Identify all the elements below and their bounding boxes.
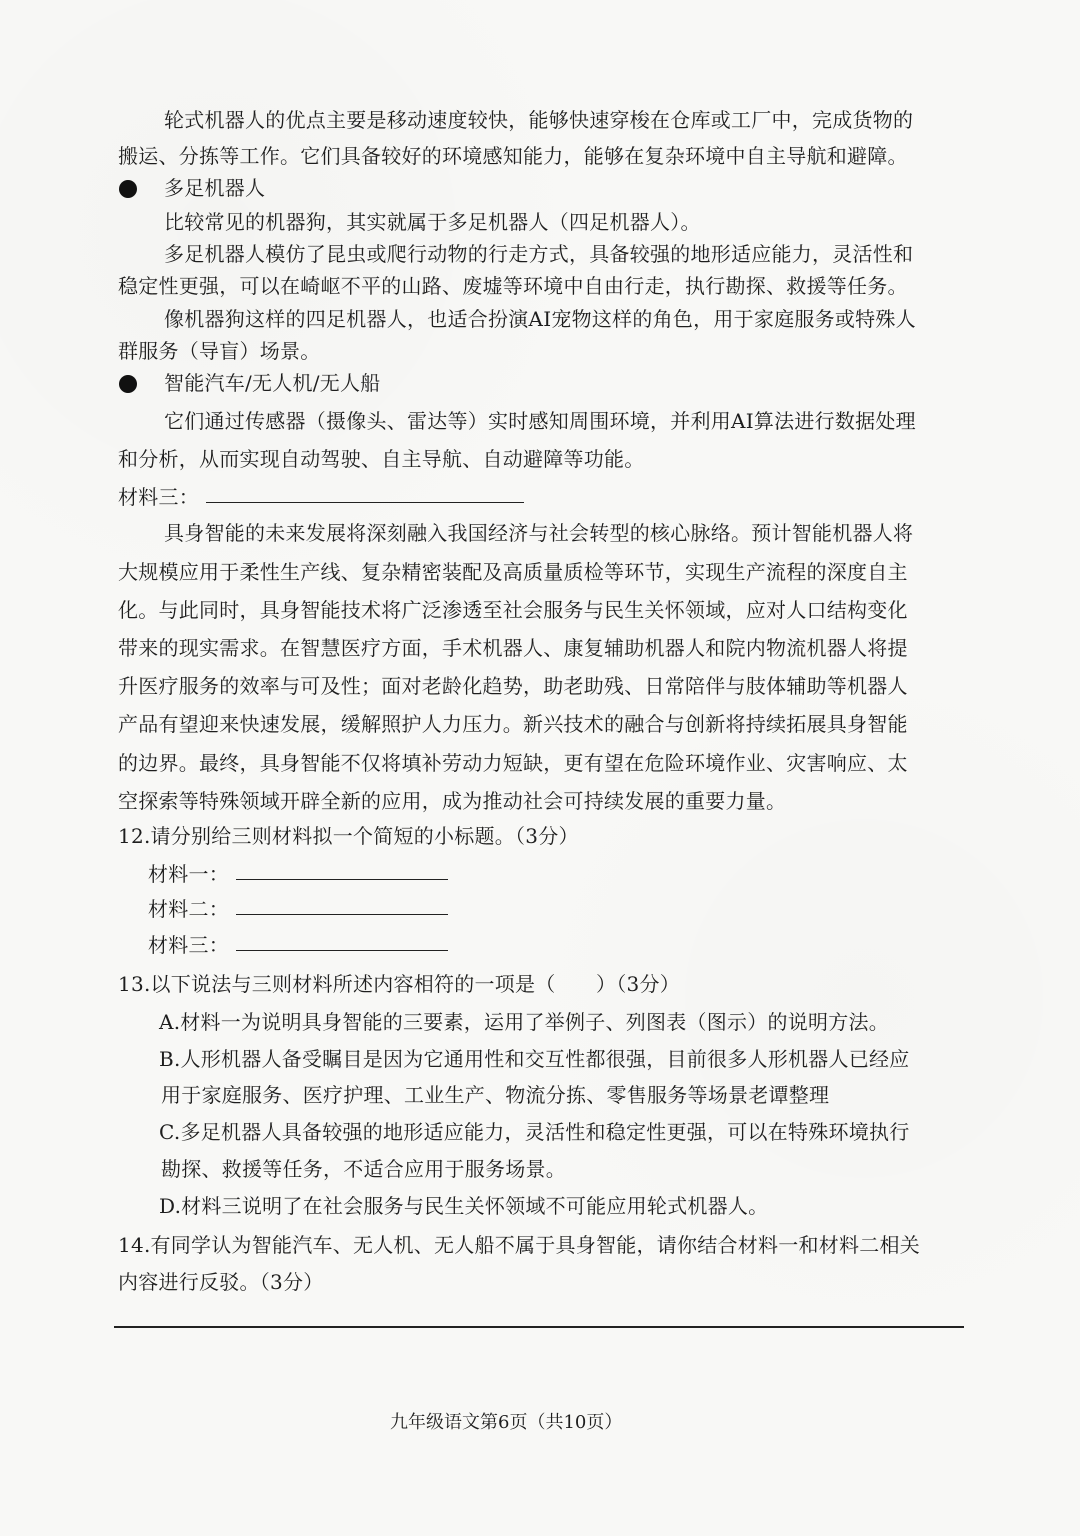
text-line: 空探索等特殊领域开辟全新的应用，成为推动社会可持续发展的重要力量。 <box>118 789 787 813</box>
answer-blank[interactable] <box>236 879 448 880</box>
text-line: 的边界。最终，具身智能不仅将填补劳动力短缺，更有望在危险环境作业、灾害响应、太 <box>118 751 908 775</box>
text-line: 和分析，从而实现自动驾驶、自主导航、自动避障等功能。 <box>118 447 645 471</box>
text-line: 带来的现实需求。在智慧医疗方面，手术机器人、康复辅助机器人和院内物流机器人将提 <box>118 636 908 660</box>
material-three-label: 材料三： <box>118 485 199 509</box>
text-line: 稳定性更强，可以在崎岖不平的山路、废墟等环境中自由行走，执行勘探、救援等任务。 <box>118 274 908 298</box>
option-c-line-2: 勘探、救援等任务，不适合应用于服务场景。 <box>161 1157 566 1181</box>
answer-blank[interactable] <box>206 502 524 503</box>
option-a: A.材料一为说明具身智能的三要素，运用了举例子、列图表（图示）的说明方法。 <box>159 1010 890 1034</box>
section-heading: 多足机器人 <box>164 176 266 200</box>
answer-blank[interactable] <box>236 914 448 915</box>
text-line: 升医疗服务的效率与可及性；面对老龄化趋势，助老助残、日常陪伴与肢体辅助等机器人 <box>118 674 908 698</box>
material-three-answer-label: 材料三： <box>148 933 229 957</box>
answer-line-3 <box>148 935 448 955</box>
page-footer: 九年级语文第6页（共10页） <box>390 1412 623 1433</box>
text-line: 产品有望迎来快速发展，缓解照护人力压力。新兴技术的融合与创新将持续拓展具身智能 <box>118 712 908 736</box>
text-line: 群服务（导盲）场景。 <box>118 339 321 363</box>
text-line: 轮式机器人的优点主要是移动速度较快，能够快速穿梭在仓库或工厂中，完成货物的 <box>164 108 914 132</box>
option-b-line-2 <box>161 1085 829 1105</box>
text-line: 化。与此同时，具身智能技术将广泛渗透至社会服务与民生关怀领域，应对人口结构变化 <box>118 598 908 622</box>
answer-blank[interactable] <box>236 950 448 951</box>
bullet-icon <box>119 180 137 198</box>
question-13: 13.以下说法与三则材料所述内容相符的一项是（ ）（3分） <box>118 972 681 996</box>
material-three-title-line <box>118 487 524 507</box>
answer-rule-line[interactable] <box>114 1326 964 1328</box>
option-c-line-1: C.多足机器人具备较强的地形适应能力，灵活性和稳定性更强，可以在特殊环境执行 <box>159 1120 910 1144</box>
text-line: 像机器狗这样的四足机器人，也适合扮演AI宠物这样的角色，用于家庭服务或特殊人 <box>164 307 916 331</box>
text-line: 具身智能的未来发展将深刻融入我国经济与社会转型的核心脉络。预计智能机器人将 <box>164 521 914 545</box>
text-line: 它们通过传感器（摄像头、雷达等）实时感知周围环境，并利用AI算法进行数据处理 <box>164 409 916 433</box>
answer-line-2 <box>148 899 448 919</box>
material-two-answer-label: 材料二： <box>148 897 229 921</box>
material-one-answer-label: 材料一： <box>148 862 229 886</box>
text-line: 大规模应用于柔性生产线、复杂精密装配及高质量质检等环节，实现生产流程的深度自主 <box>118 560 908 584</box>
question-14-line-2: 内容进行反驳。（3分） <box>118 1270 324 1294</box>
question-12: 12.请分别给三则材料拟一个简短的小标题。（3分） <box>118 824 579 848</box>
text-line: 多足机器人模仿了昆虫或爬行动物的行走方式，具备较强的地形适应能力，灵活性和 <box>164 242 914 266</box>
section-heading: 智能汽车/无人机/无人船 <box>164 371 381 395</box>
answer-line-1 <box>148 864 448 884</box>
option-b-line-1: B.人形机器人备受瞩目是因为它通用性和交互性都很强，目前很多人形机器人已经应 <box>159 1047 910 1071</box>
watermark-text: 老谭整理 <box>748 1083 830 1107</box>
option-d: D.材料三说明了在社会服务与民生关怀领域不可能应用轮式机器人。 <box>159 1194 769 1218</box>
text-line: 搬运、分拣等工作。它们具备较好的环境感知能力，能够在复杂环境中自主导航和避障。 <box>118 144 908 168</box>
text-line: 比较常见的机器狗，其实就属于多足机器人（四足机器人）。 <box>164 210 701 234</box>
option-b-text: 用于家庭服务、医疗护理、工业生产、物流分拣、零售服务等场景 <box>161 1083 749 1107</box>
bullet-icon <box>119 375 137 393</box>
question-14-line-1: 14.有同学认为智能汽车、无人机、无人船不属于具身智能，请你结合材料一和材料二相关 <box>118 1233 921 1257</box>
